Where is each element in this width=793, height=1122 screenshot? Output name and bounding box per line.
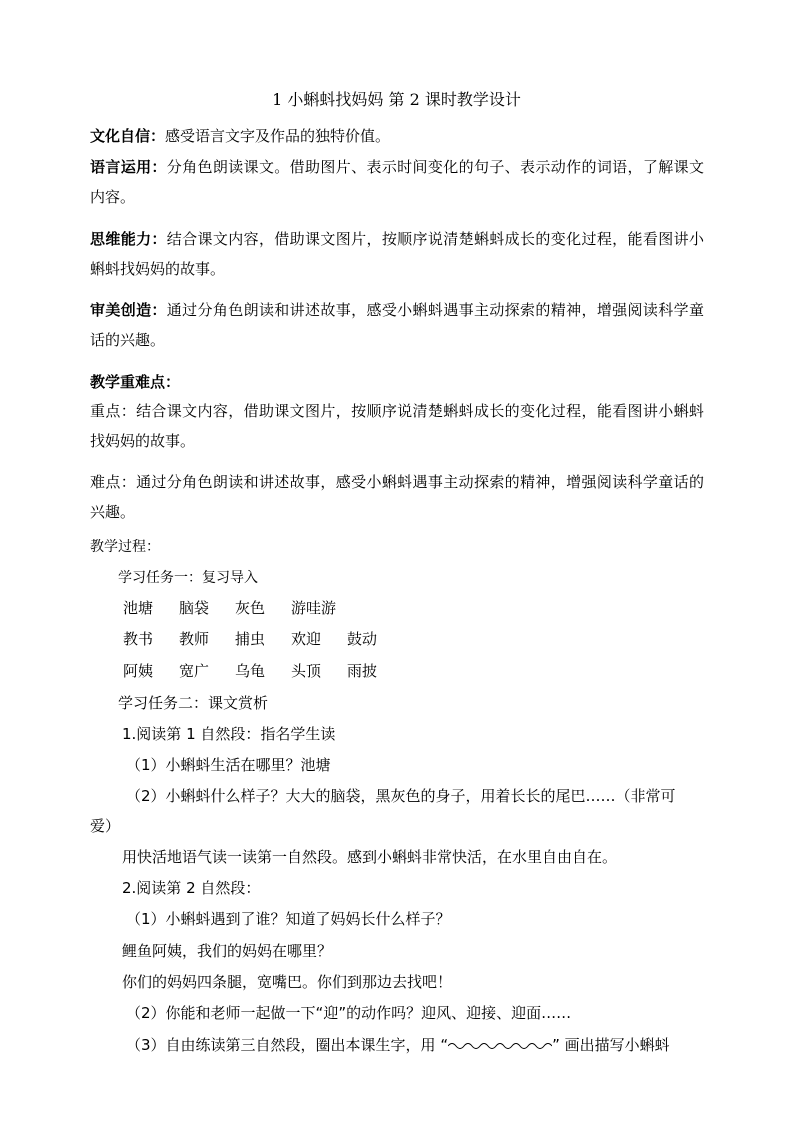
word: 池塘 [123,599,154,617]
goal-text: 结合课文内容，借助课文图片，按顺序说清楚蝌蚪成长的变化过程，能看图讲小蝌蚪找妈妈的故事。 [90,230,704,278]
word: 脑袋 [179,599,210,617]
process-line: 鲤鱼阿姨，我们的妈妈在哪里？ [122,942,333,960]
process-line: 你们的妈妈四条腿，宽嘴巴。你们到那边去找吧！ [122,973,453,991]
process-line: （2）你能和老师一起做一下“迎”的动作吗？迎风、迎接、迎面…… [126,1004,572,1022]
goal-thinking [90,224,704,284]
goal-culture [90,121,704,151]
word: 灰色 [235,599,266,617]
process-line: （1）小蝌蚪生活在哪里？池塘 [126,756,331,774]
goal-language [90,152,704,212]
word: 宽广 [179,662,210,680]
goal-label: 思维能力： [90,230,167,248]
word: 阿姨 [123,662,154,680]
goal-text: 感受语言文字及作品的独特价值。 [165,127,391,145]
page-title: 1 小蝌蚪找妈妈 第 2 课时教学设计 [272,90,521,109]
key-point-focus: 重点：结合课文内容，借助课文图片，按顺序说清楚蝌蚪成长的变化过程，能看图讲小蝌蚪找妈妈的故事。 [90,402,704,450]
wavy-underline-icon [448,1041,552,1051]
process-line: （1）小蝌蚪遇到了谁？知道了妈妈长什么样子？ [126,910,451,928]
word: 游哇游 [291,599,337,617]
key-point-difficulty: 难点：通过分角色朗读和讲述故事，感受小蝌蚪遇事主动探索的精神，增强阅读科学童话的兴趣。 [90,473,704,521]
process-line-last [126,1030,716,1060]
goal-label: 审美创造： [90,301,167,319]
word: 鼓动 [347,630,378,648]
process-line: （2）小蝌蚪什么样子？大大的脑袋，黑灰色的身子，用着长长的尾巴……（非常可 [126,787,676,805]
process-heading: 教学过程： [90,539,160,555]
goal-text: 分角色朗读课文。借助图片、表示时间变化的句子、表示动作的词语，了解课文内容。 [90,158,704,206]
word: 头顶 [291,662,322,680]
process-line: 爱） [90,817,121,835]
word: 乌龟 [235,662,266,680]
task2-heading: 学习任务二：课文赏析 [118,694,269,712]
word: 捕虫 [235,630,266,648]
line-text-before: （3）自由练读第三自然段，圈出本课生字，用 “ [126,1036,449,1054]
word: 雨披 [347,662,378,680]
process-line: 2.阅读第 2 自然段： [122,879,261,897]
word: 教师 [179,630,210,648]
task1-heading: 学习任务一：复习导入 [118,570,258,586]
word: 欢迎 [291,630,322,648]
process-line: 1.阅读第 1 自然段：指名学生读 [122,725,336,743]
goal-label: 文化自信： [90,127,166,145]
line-text-after: ” 画出描写小蝌蚪 [552,1036,670,1054]
key-points-heading: 教学重难点： [90,373,181,391]
word: 教书 [123,630,154,648]
process-line: 用快活地语气读一读第一自然段。感到小蝌蚪非常快活，在水里自由自在。 [122,848,618,866]
goal-text: 通过分角色朗读和讲述故事，感受小蝌蚪遇事主动探索的精神，增强阅读科学童话的兴趣。 [90,301,704,349]
goal-aesthetic [90,295,704,355]
goal-label: 语言运用： [90,158,167,176]
